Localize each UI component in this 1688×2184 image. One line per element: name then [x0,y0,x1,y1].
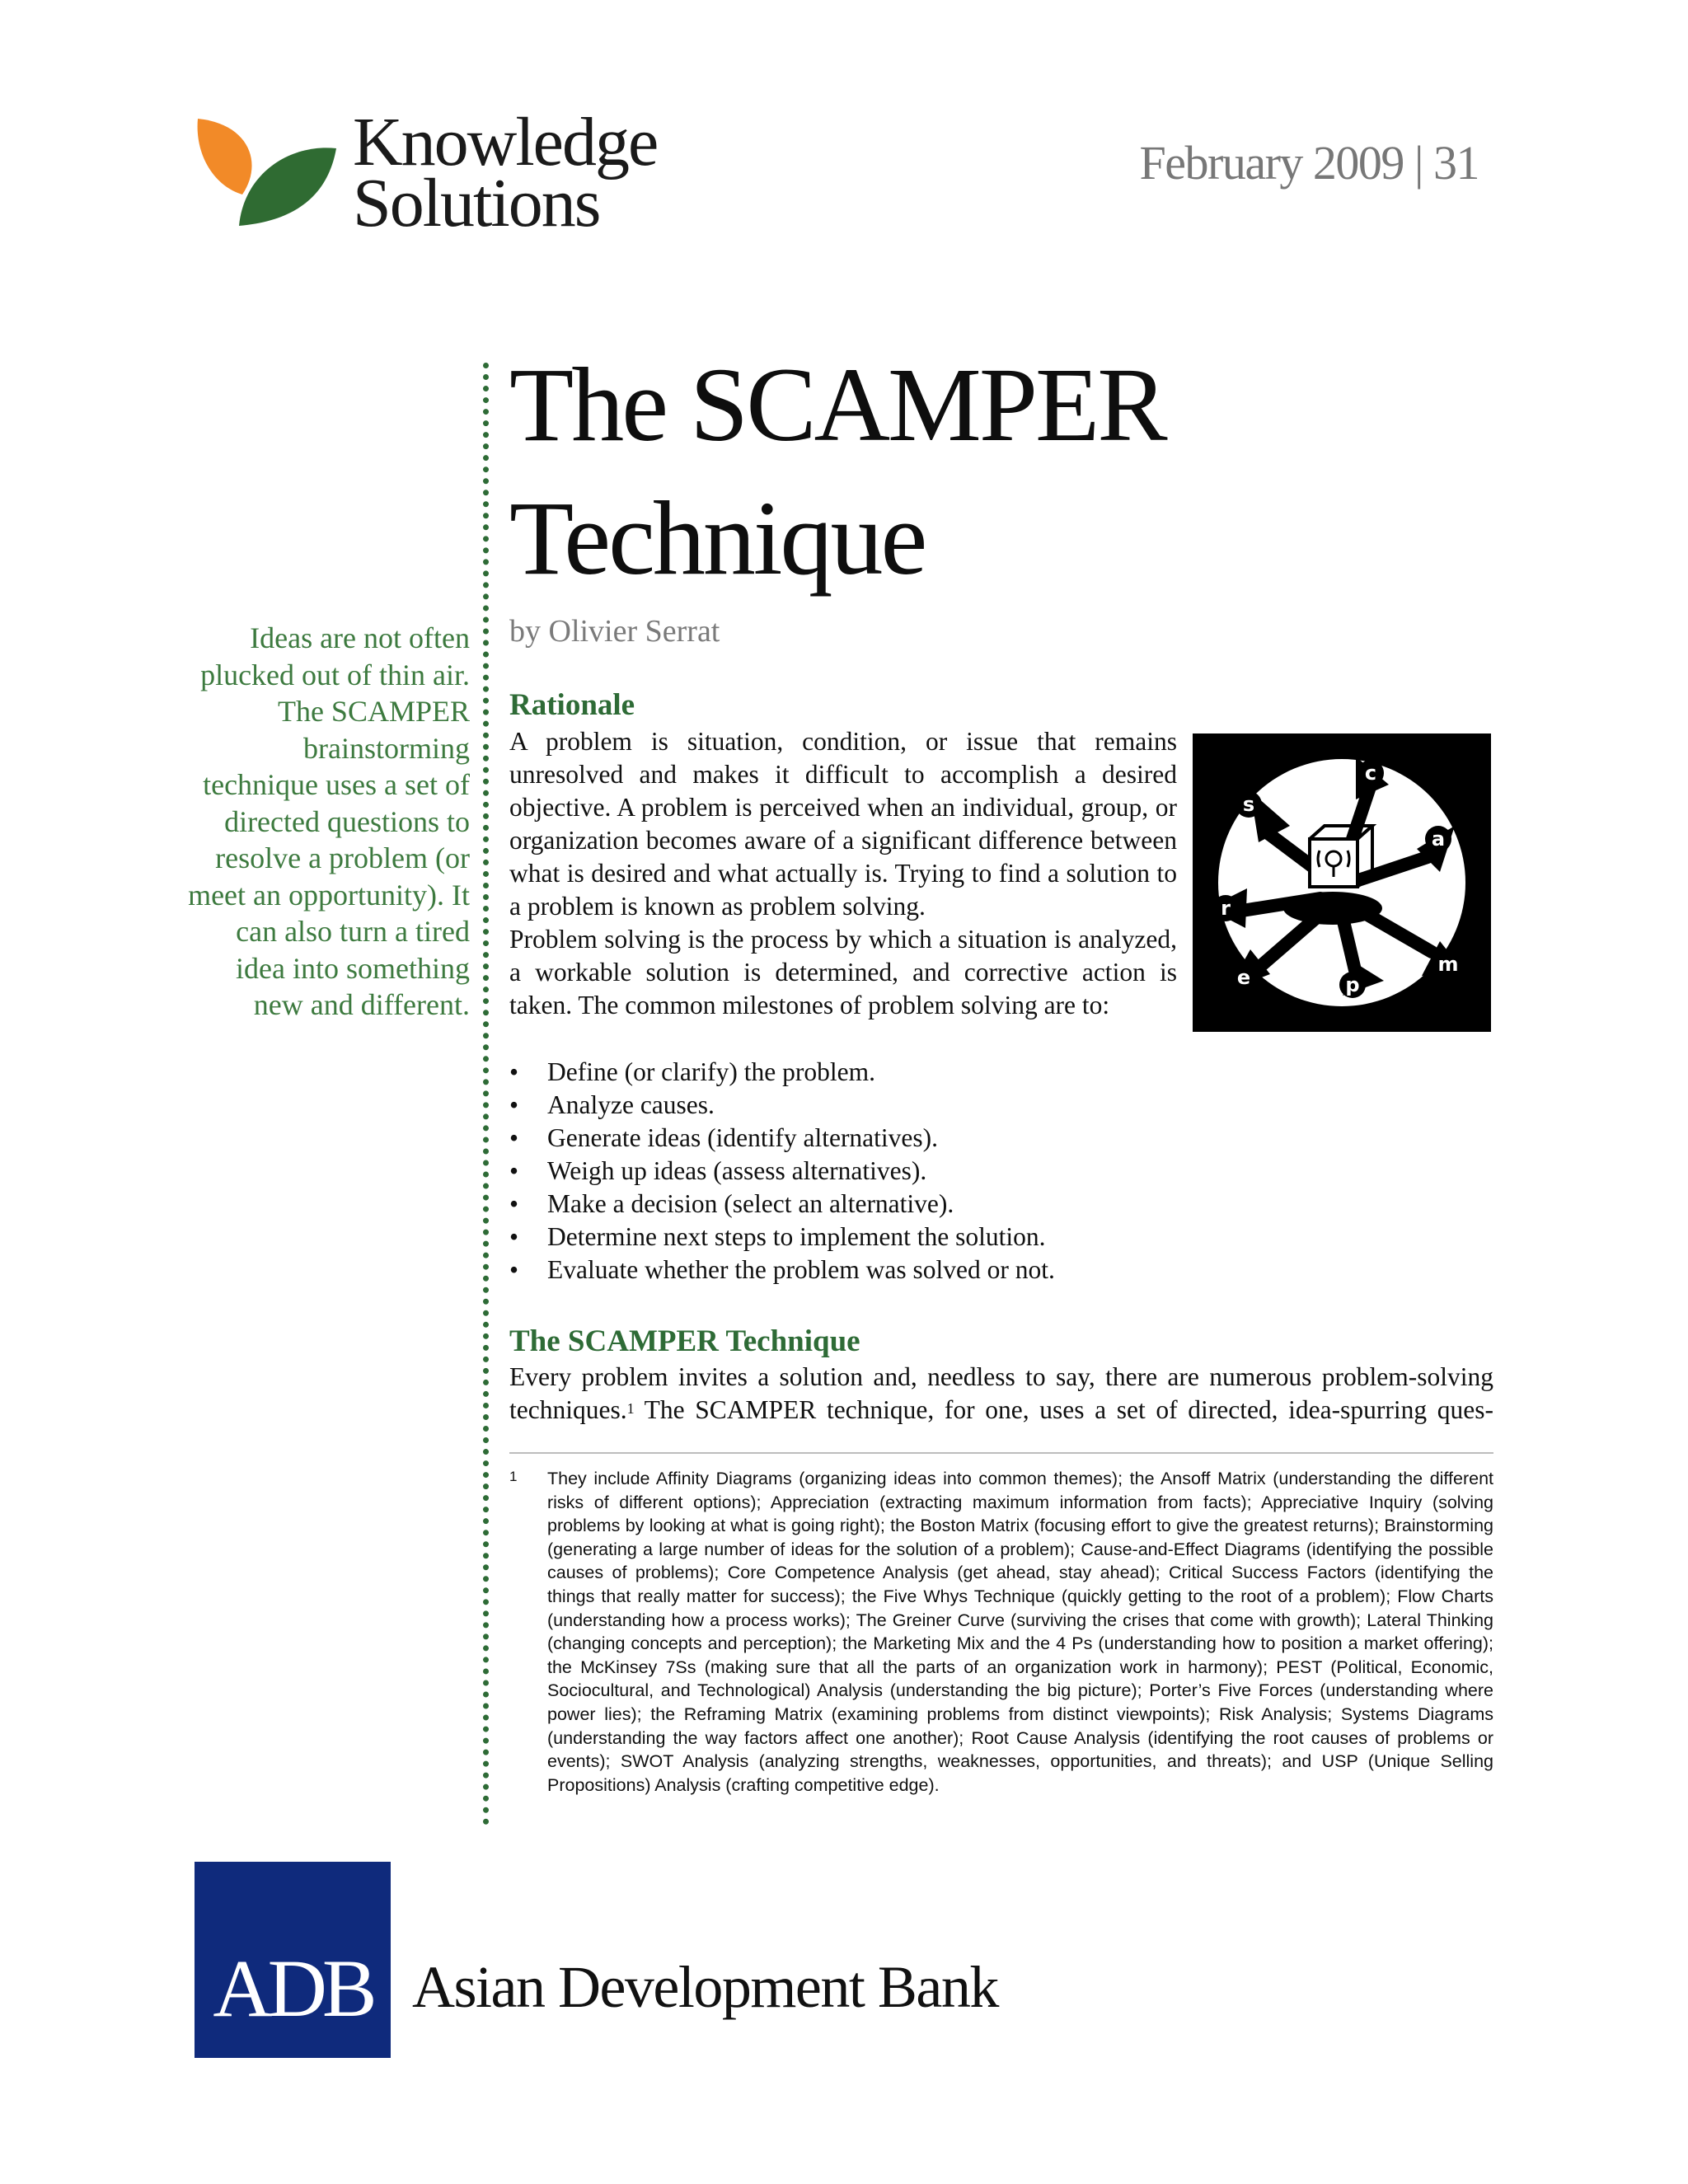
title-line-2: Technique [509,480,926,597]
footnote-text: They include Affinity Diagrams (organizing ideas into common themes); the Ansoff Matrix (understanding the different risks of different options); Appreciation (extracting maximum information from facts); Appreciative Inquiry (solving problems by looking at what is going right); the Boston Matrix (focusing effort to give the greatest returns); Brainstorming (generating a large number of ideas for the solution of a problem); Cause-and-Effect Diagrams (identifying the possible causes of problems); Core Competence Analysis (get ahead, stay ahead); Critical Success Factors (identifying the things that really matter for success); the Five Whys Technique (quickly getting to the root of a problem); Flow Charts (understanding how a process works); The Greiner Curve (surviving the crises that come with growth); Lateral Thinking (changing concepts and perception); the Marketing Mix and the 4 Ps (understanding how to position a market offering); the McKinsey 7Ss (making sure that all the parts of an organization work in harmony); PEST (Political, Economic, Sociocultural, and Technological) Analysis (understanding the big picture); Porter’s Five Forces (understanding where power lies); the Reframing Matrix (examining problems from distinct viewpoints); Risk Analysis; Systems Diagrams (understanding the way factors affect one another); Root Cause Analysis (identifying the root causes of problems or events); SWOT Analysis (analyzing strengths, weaknesses, opportunities, and threats); and USP (Unique Selling Propositions) Analysis (crafting competitive edge). [547,1469,1493,1795]
footnote-reference[interactable]: 1 [626,1400,635,1417]
article-title [509,338,1165,605]
letter-a: a [1431,827,1446,851]
knowledge-solutions-logo-text [353,104,658,241]
footnote-marker: 1 [509,1469,518,1484]
scamper-text-before-note: Every problem invites a solution and, needless to say, there are numerous problem-solving techniques. [509,1362,1493,1424]
adb-logo-acronym: ADB [213,1943,373,2034]
list-item: • Make a decision (select an alternative). [509,1188,1251,1221]
logo-line-2: Solutions [353,165,600,241]
letter-e: e [1236,966,1251,989]
green-leaf-icon [239,148,336,226]
byline: by Olivier Serrat [509,614,720,649]
adb-name: Asian Development Bank [412,1954,998,2020]
list-item: • Determine next steps to implement the solution. [509,1221,1251,1254]
list-item: • Analyze causes. [509,1089,1251,1122]
section-heading-rationale: Rationale [509,688,635,722]
scamper-diagram [1193,733,1491,1032]
adb-logo-box [195,1862,391,2058]
list-item: • Generate ideas (identify alternatives). [509,1122,1251,1155]
footnote-separator [509,1452,1493,1454]
rationale-paragraph-1: A problem is situation, condition, or issue that remains unresolved and makes it difficult to accomplish a desired objective. A problem is perceived when an individual, group, or organization becomes aware of a significant difference between what is desired and what actually is. Trying to find a solution to a problem is known as problem solving. [509,727,1177,921]
rationale-paragraph-2: Problem solving is the process by which a situation is analyzed, a workable solution is determined, and corrective action is taken. The common milestones of problem solving are to: [509,925,1177,1019]
orange-leaf-icon [198,119,252,194]
pull-quote: Ideas are not often plucked out of thin air. The SCAMPER brainstorming technique uses a set of directed questions to resolve a problem (or meet an opportunity). It can also turn a tired idea into something new and different. [188,621,470,1021]
list-item: • Weigh up ideas (assess alternatives). [509,1155,1251,1188]
letter-p: p [1345,973,1360,996]
knowledge-solutions-leaf-logo [191,115,340,231]
list-item: • Define (or clarify) the problem. [509,1056,1251,1089]
letter-m: m [1437,953,1459,976]
section-heading-scamper: The SCAMPER Technique [509,1324,860,1358]
list-item: • Evaluate whether the problem was solved or not. [509,1254,1251,1286]
milestones-list [509,1056,1251,1286]
issue-date-page: February 2009 | 31 [1139,136,1479,190]
letter-s: s [1242,793,1255,816]
scamper-text-after-note: The SCAMPER technique, for one, uses a set of directed, idea-spurring ques- [634,1395,1493,1424]
dotted-divider [483,363,489,1825]
letter-r: r [1221,897,1231,920]
title-line-1: The SCAMPER [509,346,1165,463]
logo-line-1: Knowledge [353,104,658,180]
scamper-body [509,1361,1493,1427]
letter-c: c [1364,762,1377,785]
rationale-body [509,725,1177,1022]
scamper-paragraph [509,1361,1493,1427]
